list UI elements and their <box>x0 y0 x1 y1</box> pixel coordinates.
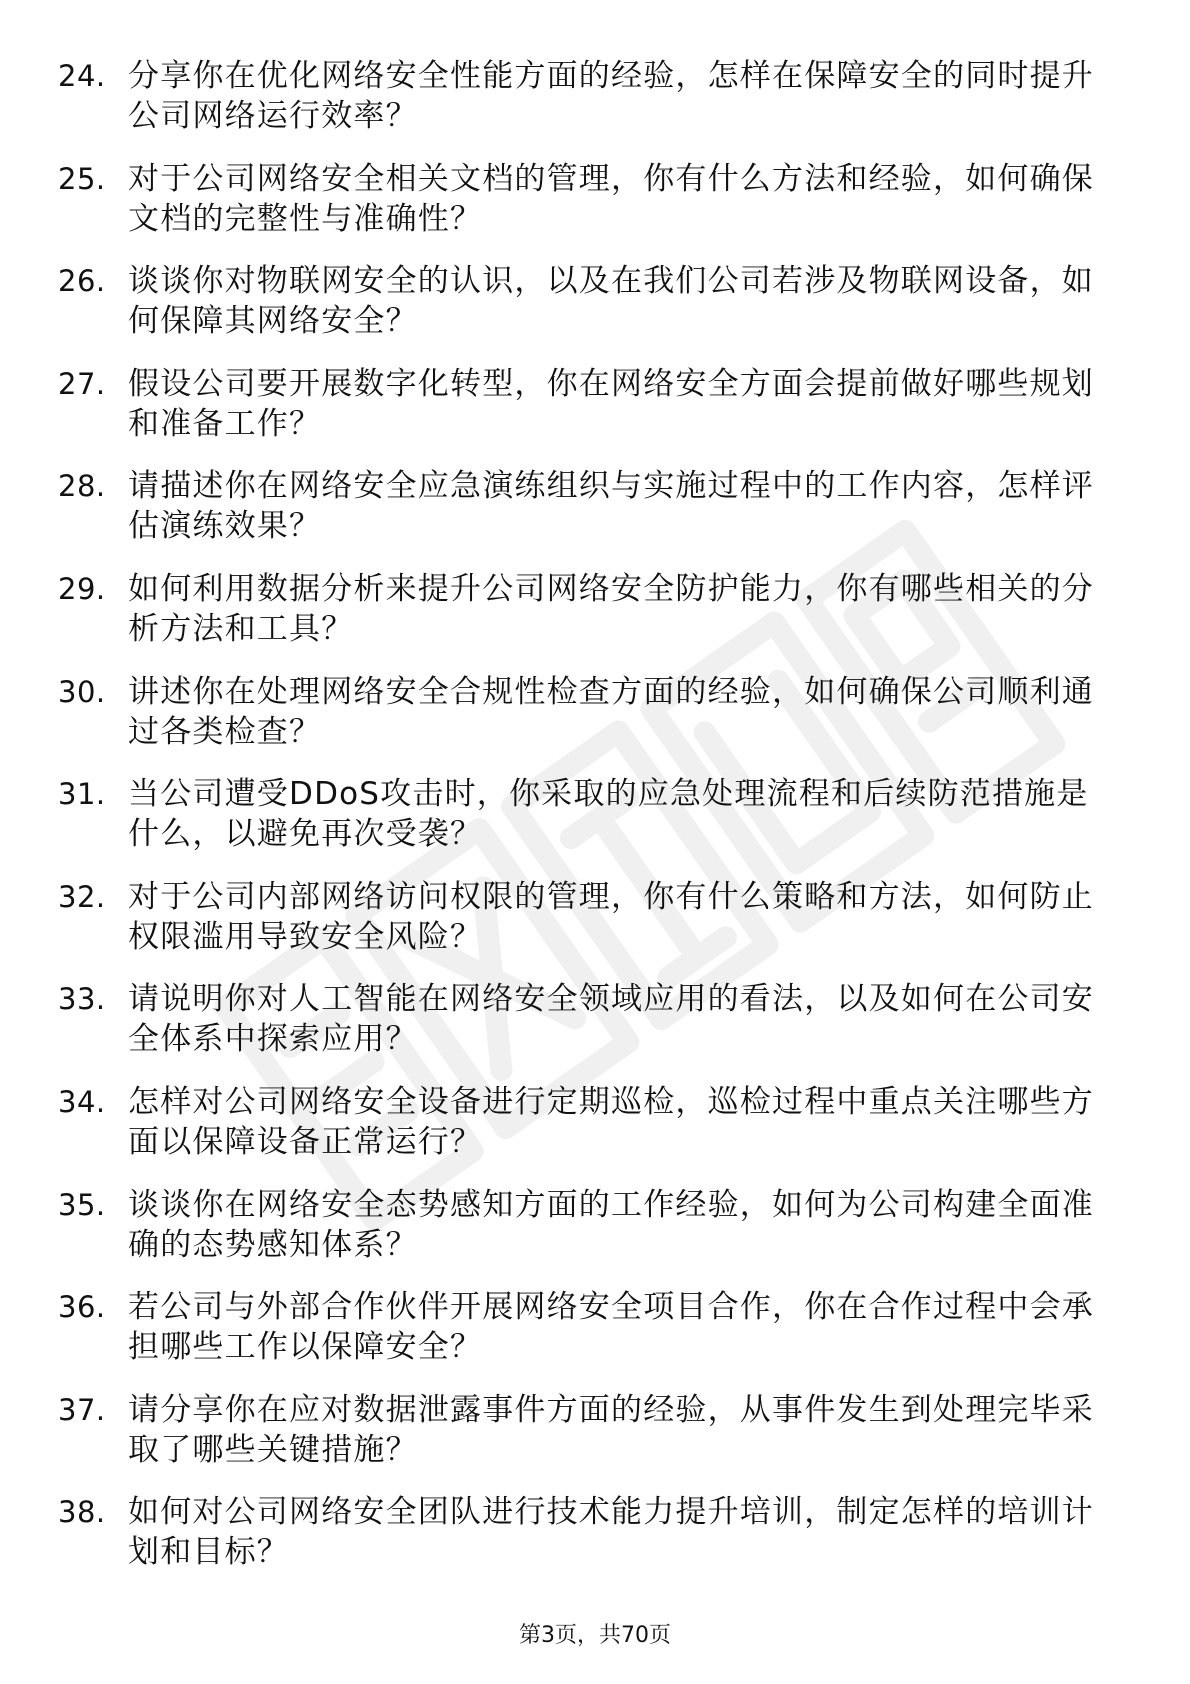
question-item <box>0 364 1190 458</box>
question-number: 27. <box>58 366 106 401</box>
question-text: 请分享你在应对数据泄露事件方面的经验，从事件发生到处理完毕采取了哪些关键措施？ <box>128 1391 1094 1468</box>
question-item <box>0 979 1190 1073</box>
question-item <box>0 56 1190 150</box>
question-number: 31. <box>58 777 106 812</box>
question-text: 谈谈你对物联网安全的认识，以及在我们公司若涉及物联网设备，如何保障其网络安全？ <box>128 263 1094 340</box>
question-number: 25. <box>58 161 106 196</box>
question-number: 29. <box>58 571 106 606</box>
question-item <box>0 1492 1190 1586</box>
question-text: 假设公司要开展数字化转型，你在网络安全方面会提前做好哪些规划和准备工作？ <box>128 365 1094 442</box>
question-text: 讲述你在处理网络安全合规性检查方面的经验，如何确保公司顺利通过各类检查？ <box>128 673 1094 750</box>
question-list <box>0 56 1190 1595</box>
question-number: 37. <box>58 1392 106 1427</box>
question-text: 如何利用数据分析来提升公司网络安全防护能力，你有哪些相关的分析方法和工具？ <box>128 570 1094 647</box>
question-number: 28. <box>58 469 106 504</box>
question-text: 怎样对公司网络安全设备进行定期巡检，巡检过程中重点关注哪些方面以保障设备正常运行？ <box>128 1083 1094 1160</box>
question-item <box>0 1287 1190 1381</box>
question-text: 谈谈你在网络安全态势感知方面的工作经验，如何为公司构建全面准确的态势感知体系？ <box>128 1186 1094 1263</box>
question-number: 24. <box>58 59 106 93</box>
question-text: 当公司遭受DDoS攻击时，你采取的应急处理流程和后续防范措施是什么，以避免再次受袭？ <box>128 776 1089 853</box>
question-text: 分享你在优化网络安全性能方面的经验，怎样在保障安全的同时提升公司网络运行效率？ <box>128 58 1094 134</box>
question-number: 32. <box>58 879 106 914</box>
question-item <box>0 1185 1190 1279</box>
question-item <box>0 877 1190 971</box>
question-number: 36. <box>58 1290 106 1325</box>
question-text: 请说明你对人工智能在网络安全领域应用的看法，以及如何在公司安全体系中探索应用？ <box>128 981 1094 1058</box>
question-item <box>0 569 1190 663</box>
question-item <box>0 1082 1190 1176</box>
question-number: 38. <box>58 1495 106 1530</box>
question-number: 34. <box>58 1084 106 1119</box>
question-text: 对于公司网络安全相关文档的管理，你有什么方法和经验，如何确保文档的完整性与准确性？ <box>128 160 1094 237</box>
question-text: 请描述你在网络安全应急演练组织与实施过程中的工作内容，怎样评估演练效果？ <box>128 468 1094 545</box>
question-text: 对于公司内部网络访问权限的管理，你有什么策略和方法，如何防止权限滥用导致安全风险？ <box>128 878 1094 955</box>
question-number: 35. <box>58 1187 106 1222</box>
question-number: 30. <box>58 674 106 709</box>
question-item <box>0 672 1190 766</box>
question-item <box>0 1390 1190 1484</box>
question-item <box>0 466 1190 560</box>
question-item <box>0 261 1190 355</box>
question-number: 33. <box>58 982 106 1017</box>
page-footer: 第3页，共70页 <box>519 1623 671 1648</box>
question-number: 26. <box>58 264 106 299</box>
question-item <box>0 159 1190 253</box>
question-item <box>0 774 1190 868</box>
question-text: 如何对公司网络安全团队进行技术能力提升培训，制定怎样的培训计划和目标？ <box>128 1494 1094 1571</box>
question-text: 若公司与外部合作伙伴开展网络安全项目合作，你在合作过程中会承担哪些工作以保障安全？ <box>128 1289 1094 1366</box>
